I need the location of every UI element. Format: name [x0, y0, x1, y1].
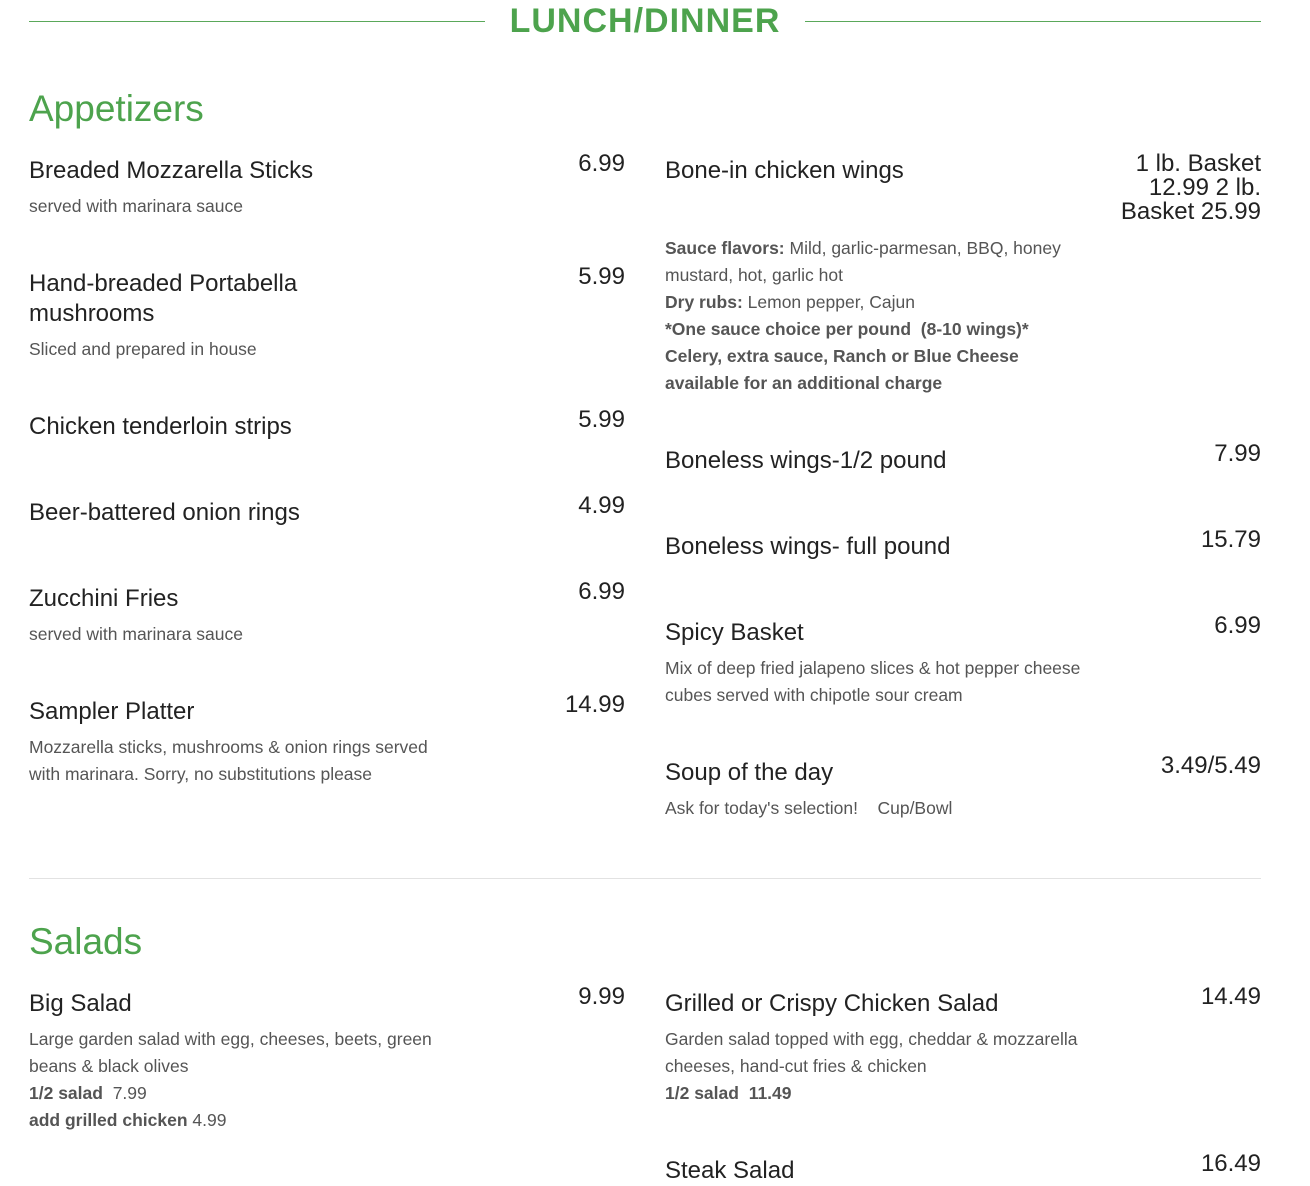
extras-note: Celery, extra sauce, Ranch or Blue Cheese available for an additional charge [665, 346, 1019, 393]
item-price: 14.49 [1200, 983, 1261, 1010]
header-rule-left [29, 21, 485, 22]
item-name: Boneless wings-1/2 pound [665, 447, 947, 474]
menu-header [29, 0, 1261, 44]
item-price: 6.99 [1214, 612, 1261, 639]
item-name: Big Salad [29, 990, 132, 1017]
item-name: Beer-battered onion rings [29, 499, 300, 526]
dry-rubs-text: Lemon pepper, Cajun [742, 292, 916, 312]
dry-rubs-label: Dry rubs: [665, 292, 743, 312]
half-salad-line: 1/2 salad 7.99 [29, 1083, 147, 1103]
item-price: 6.99 [578, 150, 625, 177]
sauce-flavors-line [665, 235, 1085, 289]
item-name: Soup of the day [665, 759, 834, 786]
item-name: Grilled or Crispy Chicken Salad [665, 990, 999, 1017]
item-name: Bone-in chicken wings [665, 157, 904, 184]
item-name: Breaded Mozzarella Sticks [29, 157, 314, 184]
item-description: Ask for today's selection! Cup/Bowl [665, 798, 953, 818]
item-description: served with marinara sauce [29, 196, 243, 216]
item-price: 7.99 [1214, 440, 1261, 467]
dry-rubs-line [665, 289, 1085, 316]
item-name: Hand-breaded Portabella mushrooms [29, 270, 298, 327]
item-price: 16.49 [1200, 1150, 1261, 1177]
item-price: 6.99 [578, 578, 625, 605]
item-description: Mozzarella sticks, mushrooms & onion rings served with marinara. Sorry, no substitutions please [29, 737, 428, 784]
item-name: Chicken tenderloin strips [29, 413, 292, 440]
item-price: 9.99 [578, 983, 625, 1010]
item-price: 5.99 [578, 263, 625, 290]
section-divider [29, 878, 1261, 879]
item-name: Boneless wings- full pound [665, 533, 951, 560]
item-name: Sampler Platter [29, 698, 195, 725]
item-name: Spicy Basket [665, 619, 804, 646]
item-description: Sliced and prepared in house [29, 339, 257, 359]
header-rule-right [805, 21, 1261, 22]
item-price: 15.79 [1200, 526, 1261, 553]
item-price: 3.49/5.49 [1160, 752, 1261, 779]
item-price: 14.99 [564, 691, 625, 718]
item-name: Steak Salad [665, 1157, 795, 1184]
item-description [665, 235, 1085, 397]
sauce-flavors-label: Sauce flavors: [665, 238, 785, 258]
item-price: 1 lb. Basket 12.99 2 lb. Basket 25.99 [1120, 150, 1261, 225]
item-description: served with marinara sauce [29, 624, 243, 644]
item-description: Large garden salad with egg, cheeses, beets, green beans & black olives 1/2 salad 7.99 add grilled chicken 4.99 [29, 1026, 439, 1134]
sauce-flavors-text: Mild, garlic-parmesan, BBQ, honey mustard, hot, garlic hot [665, 238, 1061, 285]
appetizers-heading: Appetizers [29, 88, 204, 129]
item-price: 4.99 [578, 492, 625, 519]
add-chicken-line: add grilled chicken 4.99 [29, 1110, 227, 1130]
item-description: Mix of deep fried jalapeno slices & hot pepper cheese cubes served with chipotle sour cream [665, 658, 1081, 705]
menu-page [29, 0, 1261, 1184]
salads-heading: Salads [29, 921, 143, 962]
sauce-note: *One sauce choice per pound (8-10 wings)* [665, 319, 1029, 339]
menu-title: LUNCH/DINNER [509, 2, 781, 40]
item-price: 5.99 [578, 406, 625, 433]
half-salad-line: 1/2 salad 11.49 [665, 1083, 792, 1103]
item-description: Garden salad topped with egg, cheddar & mozzarella cheeses, hand-cut fries & chicken 1/2 salad 11.49 [665, 1026, 1085, 1107]
item-name: Zucchini Fries [29, 585, 179, 612]
